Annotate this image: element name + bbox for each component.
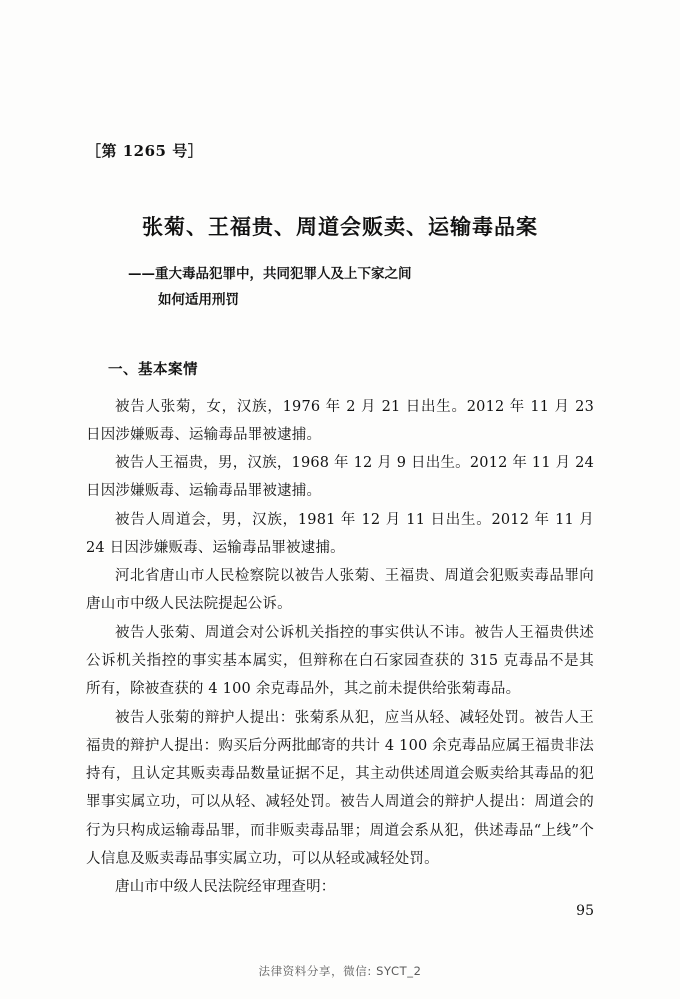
paragraph: 被告人周道会，男，汉族，1981 年 12 月 11 日出生。2012 年 11 月 24 日因涉嫌贩毒、运输毒品罪被逮捕。 bbox=[86, 511, 594, 556]
paragraph: 唐山市中级人民法院经审理查明： bbox=[115, 879, 336, 896]
paragraph: 被告人张菊的辩护人提出：张菊系从犯，应当从轻、减轻处罚。被告人王福贵的辩护人提出：购买后分两批邮寄的共计 4 100 余克毒品应属王福贵非法持有，且认定其贩卖毒品数量证据不足，其主动供述周道会贩卖给其毒品的犯罪事实属立功，可以从轻、减轻处罚。被告人周道会的辩护人提出：周道会的行为只构成运输毒品罪，而非贩卖毒品罪；周道会系从犯，供述毒品“上线”个人信息及贩卖毒品事实属立功，可以从轻或减轻处罚。 bbox=[86, 709, 594, 867]
section-heading: 一、基本案情 bbox=[108, 360, 198, 378]
page-number: 95 bbox=[576, 903, 594, 919]
paragraph: 被告人王福贵，男，汉族，1968 年 12 月 9 日出生。2012 年 11 月 24 日因涉嫌贩毒、运输毒品罪被逮捕。 bbox=[86, 455, 594, 500]
subtitle-line-1: ——重大毒品犯罪中，共同犯罪人及上下家之间 bbox=[128, 266, 412, 283]
paragraph: 河北省唐山市人民检察院以被告人张菊、王福贵、周道会犯贩卖毒品罪向唐山市中级人民法院提起公诉。 bbox=[86, 568, 594, 613]
footer-watermark: 法律资料分享，微信: SYCT_2 bbox=[258, 964, 422, 978]
subtitle-line-2: 如何适用刑罚 bbox=[158, 291, 239, 308]
document-body bbox=[86, 140, 594, 901]
page-title: 张菊、王福贵、周道会贩卖、运输毒品案 bbox=[142, 214, 538, 239]
paragraph: 被告人张菊，女，汉族，1976 年 2 月 21 日出生。2012 年 11 月 23 日因涉嫌贩毒、运输毒品罪被逮捕。 bbox=[86, 398, 594, 443]
paragraph: 被告人张菊、周道会对公诉机关指控的事实供认不讳。被告人王福贵供述公诉机关指控的事实基本属实，但辩称在白石家园查获的 315 克毒品不是其所有，除被查获的 4 100 余克毒品外，其之前未提供给张菊毒品。 bbox=[86, 624, 594, 698]
document-subtitle bbox=[86, 262, 594, 313]
case-number: ［第 1265 号］ bbox=[86, 142, 204, 160]
